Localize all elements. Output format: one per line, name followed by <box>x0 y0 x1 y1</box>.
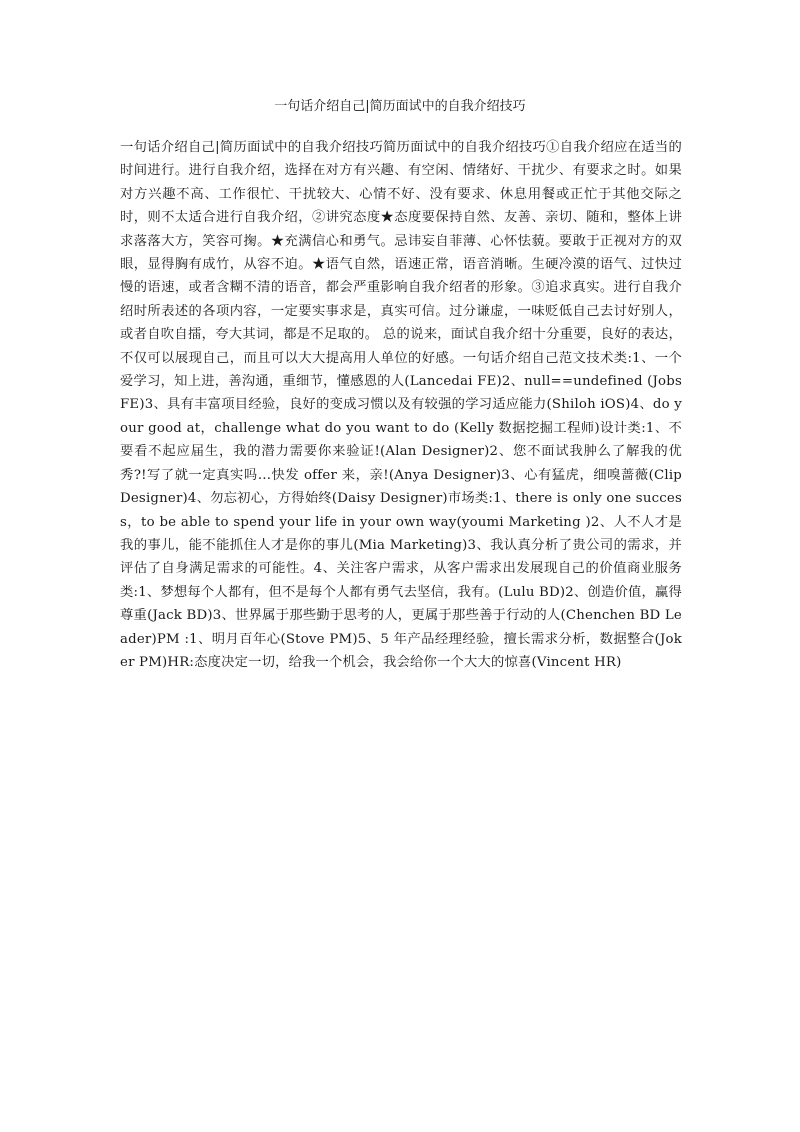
document-body-paragraph: 一句话介绍自己|简历面试中的自我介绍技巧简历面试中的自我介绍技巧①自我介绍应在适当的时间进行。进行自我介绍，选择在对方有兴趣、有空闲、情绪好、干扰少、有要求之时。如果对方兴趣不高、工作很忙、干扰较大、心情不好、没有要求、休息用餐或正忙于其他交际之时，则不太适合进行自我介绍，②讲究态度★态度要保持自然、友善、亲切、随和，整体上讲求落落大方，笑容可掬。★充满信心和勇气。忌讳妄自菲薄、心怀怯藐。要敢于正视对方的双眼，显得胸有成竹，从容不迫。★语气自然，语速正常，语音消晰。生硬冷漠的语气、过快过慢的语速，或者含糊不清的语音，都会严重影响自我介绍者的形象。③追求真实。进行自我介绍时所表述的各项内容，一定要实事求是，真实可信。过分谦虚，一味贬低自己去讨好别人，或者自吹自擂，夸大其词，都是不足取的。 总的说来，面试自我介绍十分重要，良好的表达，不仅可以展现自己，而且可以大大提高用人单位的好感。一句话介绍自己范文技术类:1、一个爱学习，知上进，善沟通，重细节，懂感恩的人(Lancedai FE)2、null==undefined (Jobs FE)3、具有丰富项目经验，良好的变成习惯以及有较强的学习适应能力(Shiloh iOS)4、do your good at，challenge what do you want to do (Kelly 数据挖掘工程师)设计类:1、不要看不起应届生，我的潜力需要你来验证!(Alan Designer)2、您不面试我肿么了解我的优秀?!写了就一定真实吗…快发 offer 来，亲!(Anya Designer)3、心有猛虎，细嗅蔷薇(Clip Designer)4、勿忘初心，方得始终(Daisy Designer)市场类:1、there is only one success，to be able to spend your life in your own way(youmi Marketing )2、人不人才是我的事儿，能不能抓住人才是你的事儿(Mia Marketing)3、我认真分析了贵公司的需求，并评估了自身满足需求的可能性。4、关注客户需求，从客户需求出发展现自己的价值商业服务类:1、梦想每个人都有，但不是每个人都有勇气去坚信，我有。(Lulu BD)2、创造价值，赢得尊重(Jack BD)3、世界属于那些勤于思考的人，更属于那些善于行动的人(Chenchen BD Leader)PM :1、明月百年心(Stove PM)5、5 年产品经理经验，擅长需求分析，数据整合(Joker PM)HR:态度决定一切，给我一个机会，我会给你一个大大的惊喜(Vincent HR) <box>120 140 682 670</box>
document-title: 一句话介绍自己|简历面试中的自我介绍技巧 <box>274 99 526 114</box>
